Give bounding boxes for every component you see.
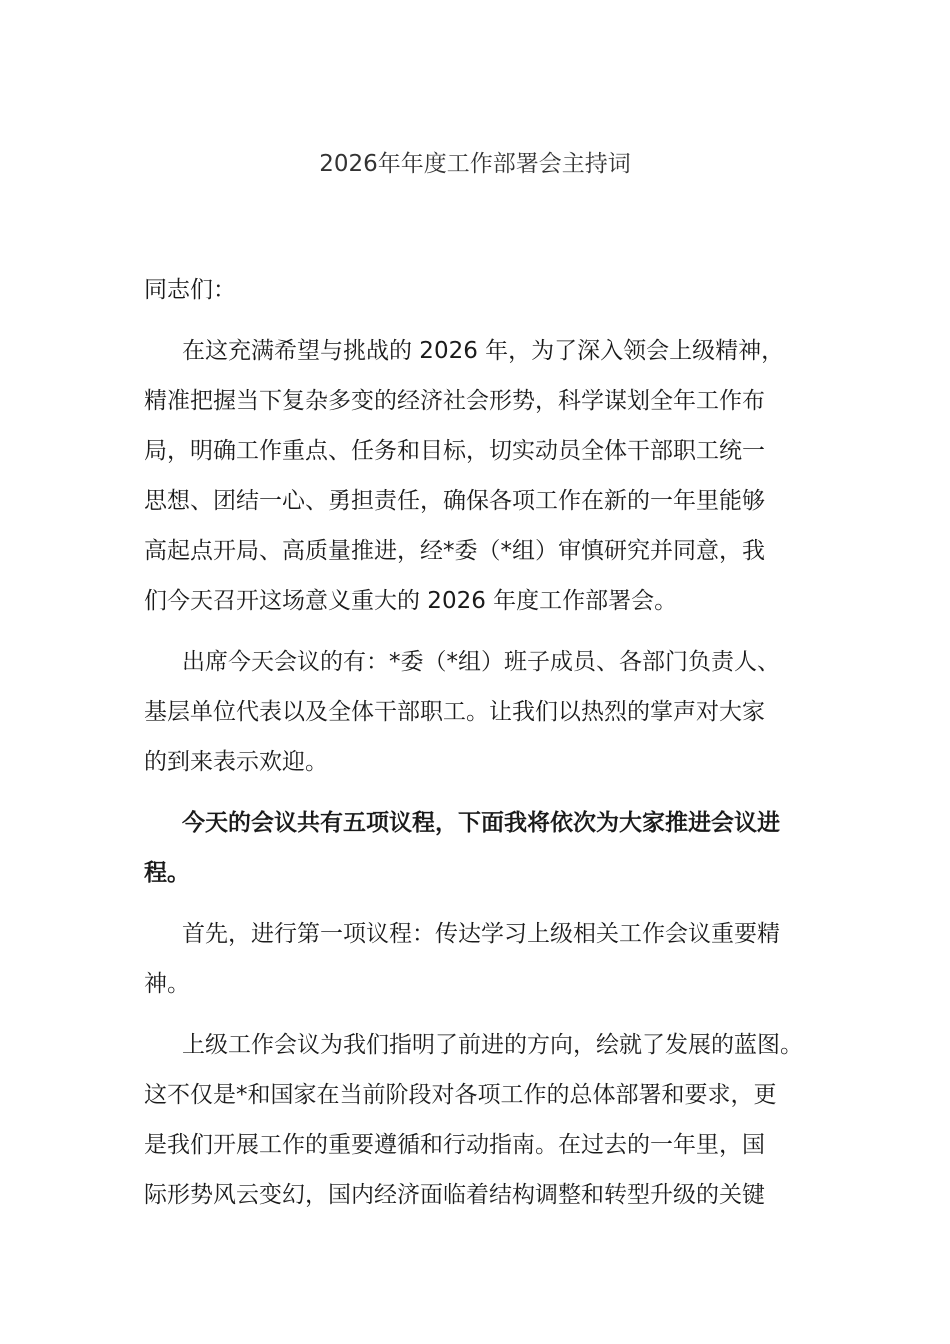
paragraph-line: 在这充满希望与挑战的 2026 年，为了深入领会上级精神，: [182, 338, 785, 364]
document-title: 2026年年度工作部署会主持词: [319, 151, 631, 177]
paragraph-line: 是我们开展工作的重要遵循和行动指南。在过去的一年里，国: [144, 1132, 765, 1158]
paragraph-guidance: [144, 1020, 810, 1220]
paragraph-agenda-item-1: [144, 909, 810, 1009]
paragraph-line: 出席今天会议的有：*委（*组）班子成员、各部门负责人、: [182, 649, 780, 675]
paragraph-opening: [144, 326, 810, 626]
paragraph-line: 这不仅是*和国家在当前阶段对各项工作的总体部署和要求，更: [144, 1082, 777, 1108]
paragraph-line: 精准把握当下复杂多变的经济社会形势，科学谋划全年工作布: [144, 388, 765, 414]
paragraph-line: 神。: [144, 971, 190, 997]
paragraph-line: 程。: [144, 860, 190, 886]
salutation: 同志们：: [144, 277, 236, 303]
paragraph-attendees: [144, 637, 810, 787]
paragraph-line: 高起点开局、高质量推进，经*委（*组）审慎研究并同意，我: [144, 538, 765, 564]
paragraph-agenda-intro: [144, 798, 810, 898]
paragraph-line: 基层单位代表以及全体干部职工。让我们以热烈的掌声对大家: [144, 699, 765, 725]
paragraph-line: 思想、团结一心、勇担责任，确保各项工作在新的一年里能够: [144, 488, 765, 514]
paragraph-line: 上级工作会议为我们指明了前进的方向，绘就了发展的蓝图。: [182, 1032, 803, 1058]
paragraph-line: 局，明确工作重点、任务和目标，切实动员全体干部职工统一: [144, 438, 765, 464]
paragraph-line: 的到来表示欢迎。: [144, 749, 328, 775]
paragraph-line: 今天的会议共有五项议程，下面我将依次为大家推进会议进: [182, 810, 780, 836]
paragraph-line: 际形势风云变幻，国内经济面临着结构调整和转型升级的关键: [144, 1182, 765, 1208]
paragraph-line: 们今天召开这场意义重大的 2026 年度工作部署会。: [144, 588, 678, 614]
paragraph-line: 首先，进行第一项议程：传达学习上级相关工作会议重要精: [182, 921, 780, 947]
